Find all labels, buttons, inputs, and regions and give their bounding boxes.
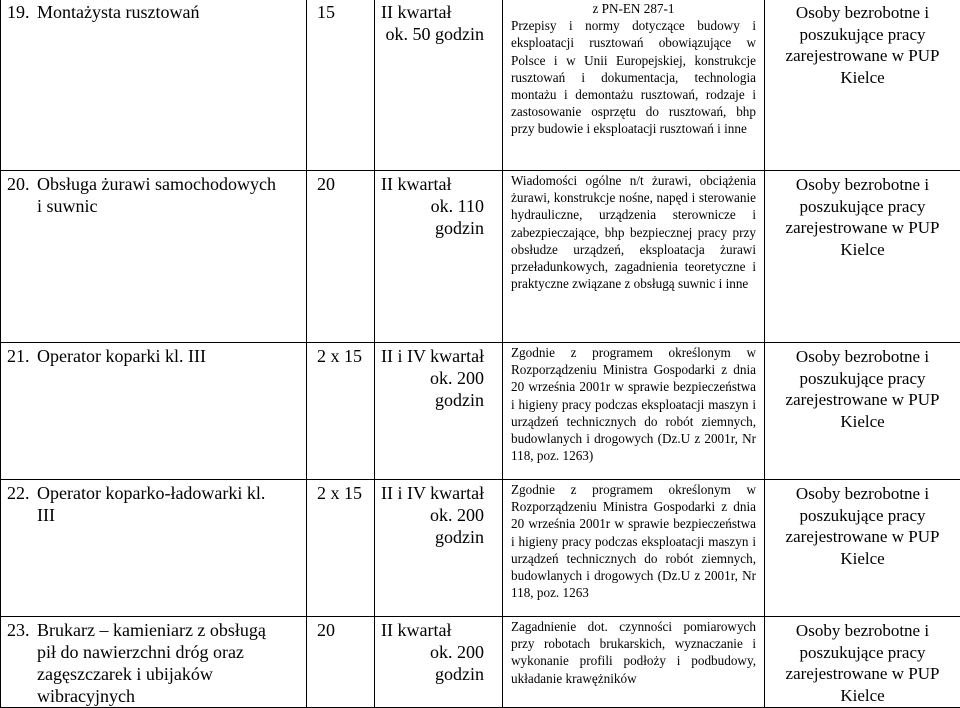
participants-cell: [307, 480, 375, 617]
course-name: Operator koparko-ładowarki kl. III: [37, 482, 277, 526]
program-cell: [503, 343, 765, 480]
program-text: Wiadomości ogólne n/t żurawi, obciążenia żurawi, konstrukcje nośne, napęd i sterowanie hydrauliczne, urządzenia sterownicze i zabezpieczające, bhp bezpiecznej pracy przy obsłudze urządzeń, eksploatacja żurawi przeładunkowych, zagadnienia teoretyczne i praktyczne związane z obsługą suwnic i inne: [511, 173, 756, 291]
course-name-cell: [1, 617, 307, 708]
participants-cell: [307, 617, 375, 708]
participants: 20: [317, 174, 335, 194]
program-cell: [503, 617, 765, 708]
program-text: Zgodnie z programem określonym w Rozporządzeniu Ministra Gospodarki z dnia 20 września 2001r w sprawie bezpieczeństwa i higieny pracy podczas eksploatacji maszyn i urządzeń technicznych do robót ziemnych, budowlanych i drogowych (Dz.U z 2001r, Nr 118, poz. 1263: [511, 482, 756, 600]
participants-cell: [307, 343, 375, 480]
course-name: Obsługa żurawi samochodowych i suwnic: [37, 173, 277, 217]
program-lead: z PN-EN 287-1: [511, 0, 756, 17]
program-text: Przepisy i normy dotyczące budowy i eksploatacji rusztowań obowiązujące w Polsce i w Unii Europejskiej, konstrukcje rusztowań i dokumentacja, technologia montażu i demontażu rusztowań, rodzaje i zastosowanie osprzętu do rusztowań, bhp przy budowie i eksploatacji rusztowań i inne: [511, 18, 756, 136]
program-cell: [503, 0, 765, 171]
term-hours: ok. 110 godzin: [381, 195, 496, 239]
participants-cell: [307, 0, 375, 171]
row-number: 21.: [7, 345, 37, 367]
term-hours: ok. 50 godzin: [381, 23, 496, 45]
program-cell: [503, 480, 765, 617]
term-hours: ok. 200 godzin: [381, 641, 496, 685]
target-group: Osoby bezrobotne i poszukujące pracy zarejestrowane w PUP Kielce: [786, 3, 940, 87]
program-text: Zgodnie z programem określonym w Rozporządzeniu Ministra Gospodarki z dnia 20 września 2001r w sprawie bezpieczeństwa i higieny pracy podczas eksploatacji maszyn i urządzeń technicznych do robót ziemnych, budowlanych i drogowych (Dz.U z 2001r, Nr 118, poz. 1263): [511, 345, 756, 463]
target-group-cell: [765, 617, 960, 708]
course-name: Brukarz – kamieniarz z obsługą pił do nawierzchni dróg oraz zagęszczarek i ubijaków wibracyjnych: [37, 619, 277, 707]
program-cell: [503, 171, 765, 343]
term-cell: [375, 343, 503, 480]
row-number: 20.: [7, 173, 37, 195]
course-name-cell: [1, 480, 307, 617]
table-row: [1, 480, 960, 617]
target-group: Osoby bezrobotne i poszukujące pracy zarejestrowane w PUP Kielce: [786, 621, 940, 705]
participants-cell: [307, 171, 375, 343]
row-number: 23.: [7, 619, 37, 641]
target-group-cell: [765, 343, 960, 480]
program-text: Zagadnienie dot. czynności pomiarowych przy robotach brukarskich, wyznaczanie i wykonanie profili podłoży i podbudowy, układanie krawężników: [511, 619, 756, 686]
term-quarter: II kwartał: [381, 620, 451, 640]
target-group: Osoby bezrobotne i poszukujące pracy zarejestrowane w PUP Kielce: [786, 347, 940, 431]
term-cell: [375, 480, 503, 617]
course-name-cell: [1, 171, 307, 343]
target-group: Osoby bezrobotne i poszukujące pracy zarejestrowane w PUP Kielce: [786, 484, 940, 568]
row-number: 22.: [7, 482, 37, 504]
term-cell: [375, 0, 503, 171]
row-number: 19.: [7, 1, 37, 23]
target-group: Osoby bezrobotne i poszukujące pracy zarejestrowane w PUP Kielce: [786, 175, 940, 259]
term-cell: [375, 617, 503, 708]
table-row: [1, 0, 960, 171]
target-group-cell: [765, 171, 960, 343]
participants: 2 x 15: [317, 346, 362, 366]
course-name-cell: [1, 0, 307, 171]
term-hours: ok. 200 godzin: [381, 367, 496, 411]
term-quarter: II i IV kwartał: [381, 483, 484, 503]
course-name: Montażysta rusztowań: [37, 1, 277, 23]
term-quarter: II i IV kwartał: [381, 346, 484, 366]
course-name-cell: [1, 343, 307, 480]
term-quarter: II kwartał: [381, 2, 451, 22]
participants: 15: [317, 2, 335, 22]
table-row: [1, 343, 960, 480]
target-group-cell: [765, 480, 960, 617]
target-group-cell: [765, 0, 960, 171]
table-row: [1, 617, 960, 708]
table-row: [1, 171, 960, 343]
course-name: Operator koparki kl. III: [37, 345, 277, 367]
term-quarter: II kwartał: [381, 174, 451, 194]
participants: 20: [317, 620, 335, 640]
participants: 2 x 15: [317, 483, 362, 503]
term-hours: ok. 200 godzin: [381, 504, 496, 548]
term-cell: [375, 171, 503, 343]
